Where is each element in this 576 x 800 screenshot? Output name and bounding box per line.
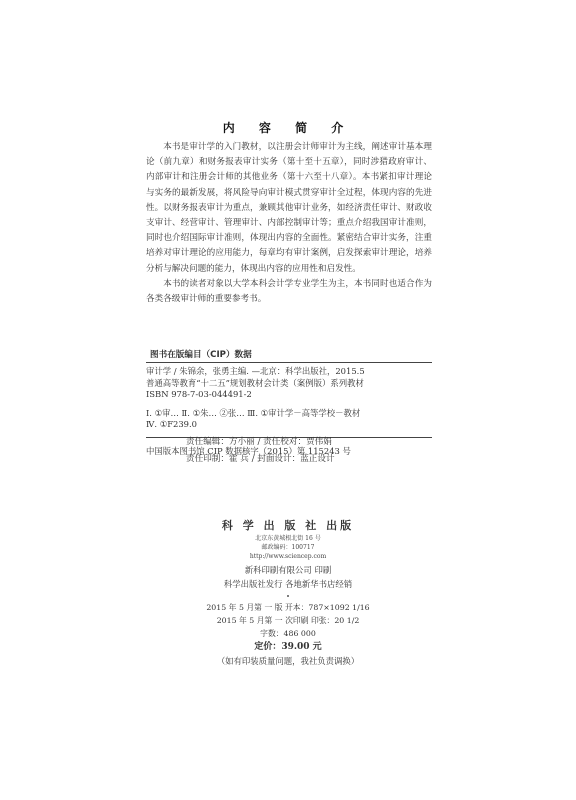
cip-line-title: 审计学 / 朱锦余，张勇主编. —北京：科学出版社，2015.5: [146, 366, 365, 376]
editor-line-2: 责任印制：霍 兵 / 封面设计：蓝正设计: [186, 454, 335, 464]
content-summary: [146, 140, 432, 307]
print-line: 2015 年 5 月第 一 次印刷 印张：20 1/2: [216, 616, 360, 625]
quality-notice: （如有印装质量问题，我社负责调换）: [216, 656, 360, 666]
summary-paragraph-2: 本书的读者对象以大学本科会计学专业学生为主，本书同时也适合作为各类各级审计师的重要参考书。: [146, 278, 432, 305]
edition-line: 2015 年 5 月第 一 版 开本：787×1092 1/16: [206, 603, 370, 612]
cip-line-subjects: Ⅰ. ①审… Ⅱ. ①朱… ②张… Ⅲ. ①审计学－高等学校－教材: [146, 407, 361, 418]
cip-heading: 图书在版编目（CIP）数据: [150, 350, 252, 360]
word-count: 字数：486 000: [260, 629, 316, 638]
publisher-postcode: 邮政编码：100717: [261, 544, 315, 551]
printer-line: 新科印刷有限公司 印刷: [244, 565, 332, 575]
cip-catalog-number: 中国版本图书馆 CIP 数据核字（2015）第 115243 号: [146, 445, 351, 456]
cip-line-classification: Ⅳ. ①F239.0: [146, 419, 197, 429]
summary-paragraph-1: 本书是审计学的入门教材，以注册会计师审计为主线，阐述审计基本理论（前九章）和财务报表审计实务（第十至十五章），同时涉猎政府审计、内部审计和注册会计师的其他业务（第十六至十八章）。本书紧扣审计理论与实务的最新发展，将风险导向审计模式贯穿审计全过程，体现内容的先进性。以财务报表审计为重点，兼顾其他审计业务，如经济责任审计、财政收支审计、经营审计、管理审计、内部控制审计等；重点介绍我国审计准则，同时也介绍国际审计准则，体现出内容的全面性。紧密结合审计实务，注重培养对审计理论的应用能力，每章均有审计案例，启发探索审计理论，培养分析与解决问题的能力，体现出内容的应用性和启发性。: [146, 142, 432, 274]
publisher-block: [0, 518, 576, 668]
publisher-name: 科 学 出 版 社 出版: [221, 519, 355, 532]
price: 定价：39.00 元: [254, 642, 322, 652]
cip-line-isbn: ISBN 978-7-03-044491-2: [146, 389, 252, 399]
editor-line-1: 责任编辑：方小丽 / 责任校对：贾伟娟: [186, 437, 332, 447]
publisher-url: http://www.sciencep.com: [249, 553, 327, 560]
page-title: 内 容 简 介: [222, 121, 354, 135]
dot-divider: [285, 593, 291, 599]
editors-block: [186, 434, 335, 468]
publisher-address: 北京东黄城根北街 16 号: [255, 535, 321, 542]
distributor-line: 科学出版社发行 各地新华书店经销: [223, 579, 353, 589]
cip-line-series: 普通高等教育“十二五”规划教材会计类（案例版）系列教材: [146, 377, 364, 388]
